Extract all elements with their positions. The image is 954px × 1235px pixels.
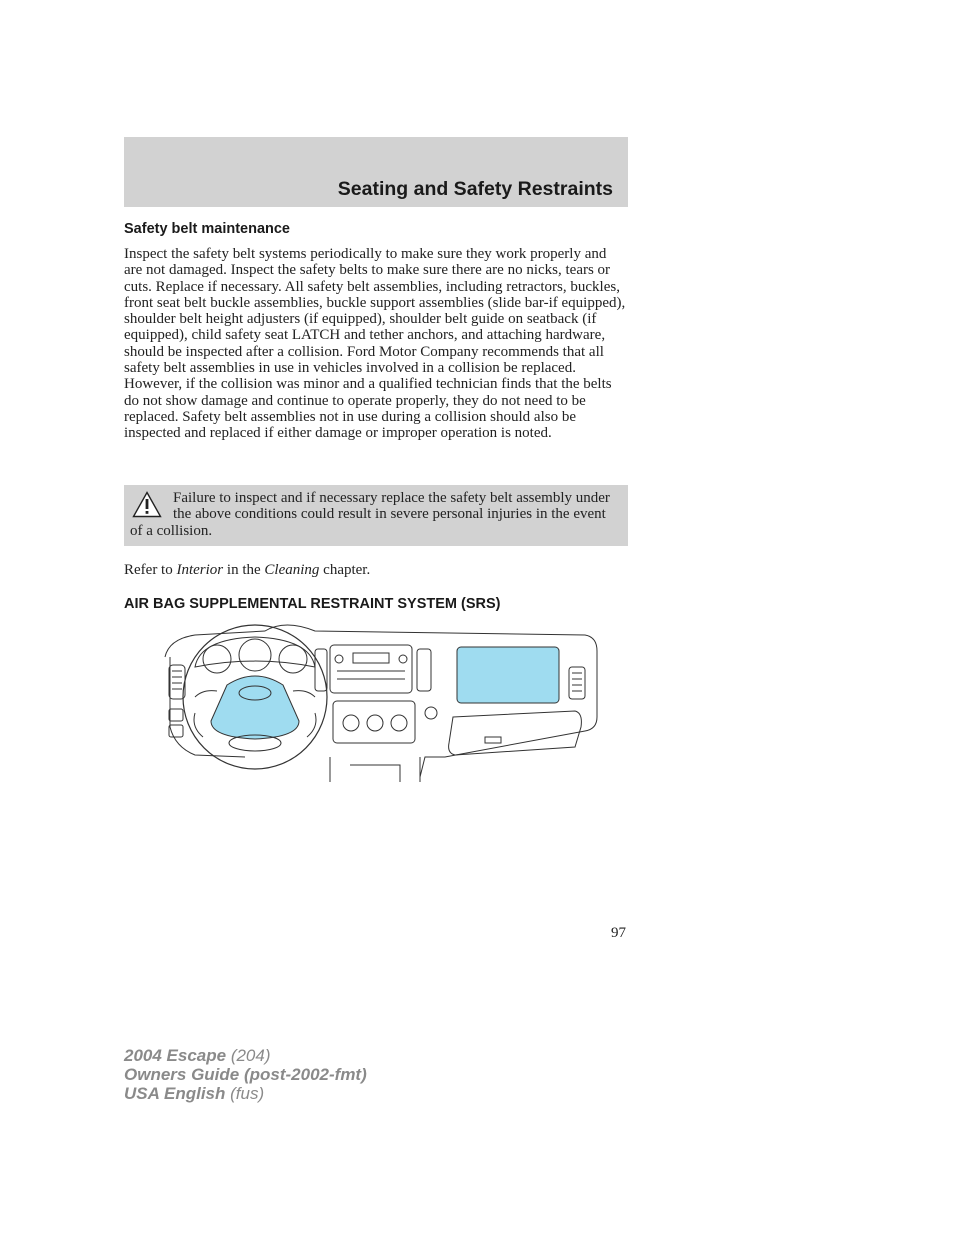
airbag-highlight (211, 676, 299, 739)
footer-language: USA English (124, 1084, 226, 1103)
refer-middle: in the (223, 562, 265, 578)
page-number: 97 (611, 925, 626, 941)
warning-text-container (130, 490, 620, 539)
chapter-header-bar (124, 137, 628, 207)
refer-term-interior: Interior (176, 562, 224, 578)
footer-line-1 (124, 1046, 367, 1065)
footer-line-3 (124, 1084, 367, 1103)
document-footer (124, 1046, 367, 1103)
refer-term-cleaning: Cleaning (264, 562, 320, 578)
refer-line (124, 562, 628, 578)
chapter-title: Seating and Safety Restraints (337, 178, 613, 200)
warning-text: Failure to inspect and if necessary replace the safety belt assembly under the above conditions could result in severe personal injuries in the event of a collision. (130, 490, 610, 539)
refer-prefix: Refer to (124, 562, 177, 578)
footer-model: 2004 Escape (124, 1046, 227, 1065)
dashboard-airbag-illustration (155, 617, 605, 782)
refer-suffix: chapter. (319, 562, 371, 578)
passenger-airbag-highlight (457, 647, 559, 703)
footer-line-2 (124, 1065, 367, 1084)
footer-language-code: (fus) (225, 1084, 265, 1103)
maintenance-paragraph: Inspect the safety belt systems periodically to make sure they work properly and are not damaged. Inspect the safety belts to make sure there are no nicks, tears or cuts. Replace if necessary. All safety belt assemblies, including retractors, buckles, front seat belt buckle assemblies, buckle support assemblies (slide bar-if equipped), shoulder belt height adjusters (if equipped), shoulder belt guide on seatback (if equipped), child safety seat LATCH and tether anchors, and attaching hardware, should be inspected after a collision. Ford Motor Company recommends that all safety belt assemblies in use in vehicles involved in a collision be replaced. However, if the collision was minor and a qualified technician finds that the belts do not show damage and continue to operate properly, they do not need to be replaced. Safety belt assemblies not in use during a collision should also be inspected and replaced if either damage or improper operation is noted. (124, 246, 626, 442)
warning-box (124, 485, 628, 546)
section-heading-airbag-srs: AIR BAG SUPPLEMENTAL RESTRAINT SYSTEM (SRS) (124, 596, 501, 612)
section-heading-safety-belt-maintenance: Safety belt maintenance (124, 221, 290, 237)
footer-guide-name: Owners Guide (post-2002-fmt) (124, 1065, 367, 1084)
footer-model-code: (204) (226, 1046, 271, 1065)
